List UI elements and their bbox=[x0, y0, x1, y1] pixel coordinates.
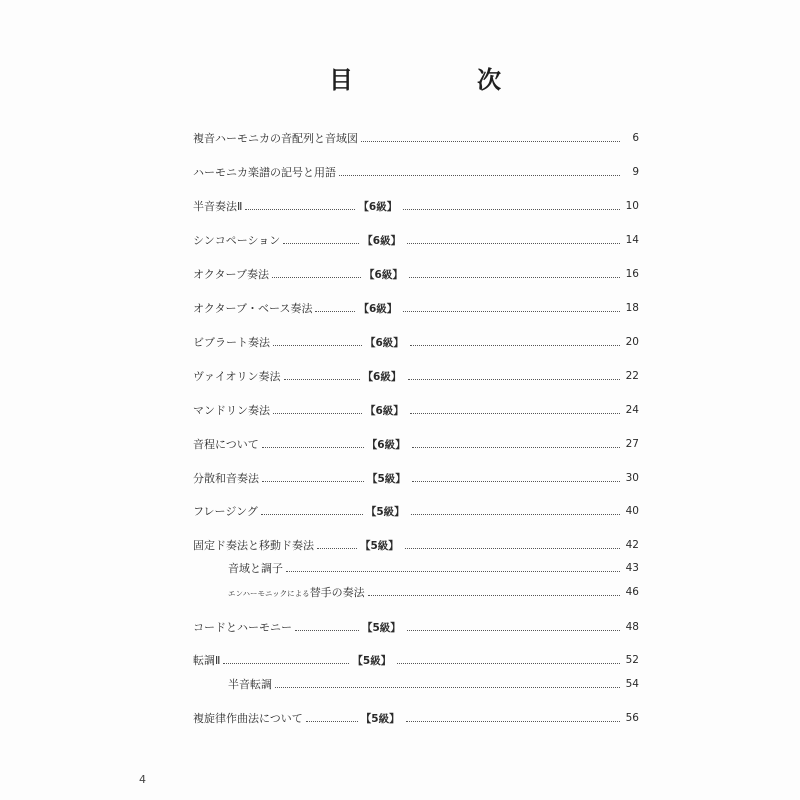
toc-entry-page: 22 bbox=[625, 370, 639, 382]
toc-entry-grade: 【5級】 bbox=[352, 654, 392, 667]
toc-entry-label: オクターブ奏法 bbox=[193, 268, 270, 281]
toc-entry-grade: 【6級】 bbox=[362, 234, 402, 247]
toc-entry-grade: 【5級】 bbox=[362, 621, 401, 634]
toc-entry-page: 24 bbox=[625, 404, 639, 416]
toc-entry-page: 6 bbox=[632, 132, 639, 144]
dot-leader bbox=[403, 208, 620, 210]
toc-entry-label: コードとハーモニー bbox=[193, 621, 292, 634]
toc-entry-grade: 【5級】 bbox=[367, 472, 406, 485]
toc-entry-grade: 【6級】 bbox=[358, 302, 398, 315]
toc-entry-page: 16 bbox=[625, 268, 639, 280]
toc-entry-page: 10 bbox=[625, 200, 639, 212]
dot-leader bbox=[223, 662, 349, 664]
toc-entry-label-lead: エンハーモニックによる bbox=[228, 589, 310, 598]
toc-entry-label: 半音奏法Ⅱ bbox=[193, 200, 243, 213]
toc-entry-page: 27 bbox=[625, 438, 639, 450]
dot-leader bbox=[261, 513, 363, 515]
toc-entry-grade: 【6級】 bbox=[362, 370, 402, 383]
dot-leader bbox=[407, 242, 620, 244]
dot-leader bbox=[339, 174, 620, 176]
dot-leader bbox=[409, 276, 620, 278]
dot-leader bbox=[368, 594, 620, 596]
dot-leader bbox=[317, 547, 357, 549]
dot-leader bbox=[408, 378, 620, 380]
toc-entry[interactable] bbox=[193, 402, 639, 418]
toc-subentry[interactable] bbox=[228, 560, 639, 576]
toc-entry-page: 54 bbox=[625, 678, 639, 690]
toc-entry-label: 音域と調子 bbox=[228, 562, 283, 575]
dot-leader bbox=[403, 310, 620, 312]
toc-entry-page: 14 bbox=[625, 234, 639, 246]
toc-entry-label: ハーモニカ楽譜の記号と用語 bbox=[193, 166, 336, 179]
toc-subentry[interactable] bbox=[228, 584, 639, 600]
dot-leader bbox=[412, 446, 620, 448]
toc-entry-grade: 【6級】 bbox=[358, 200, 398, 213]
dot-leader bbox=[286, 570, 620, 572]
toc-entry-page: 48 bbox=[625, 621, 639, 633]
dot-leader bbox=[407, 629, 620, 631]
toc-entry[interactable] bbox=[193, 710, 639, 726]
toc-entry-grade: 【6級】 bbox=[365, 336, 404, 349]
toc-entry-label: ヴァイオリン奏法 bbox=[193, 370, 281, 383]
toc-entry-label: 転調Ⅱ bbox=[193, 654, 221, 667]
dot-leader bbox=[272, 276, 361, 278]
toc-entry-grade: 【6級】 bbox=[364, 268, 403, 281]
toc-entry-label: 半音転調 bbox=[228, 678, 272, 691]
toc-entry-grade: 【6級】 bbox=[366, 438, 406, 451]
dot-leader bbox=[295, 629, 359, 631]
toc-entry-label bbox=[228, 584, 365, 600]
toc-entry-page: 43 bbox=[625, 562, 639, 574]
toc-entry-label: シンコペーション bbox=[193, 234, 281, 247]
toc-entry-label: 複旋律作曲法について bbox=[193, 712, 303, 725]
toc-entry-page: 18 bbox=[625, 302, 639, 314]
dot-leader bbox=[405, 547, 620, 549]
dot-leader bbox=[284, 378, 360, 380]
dot-leader bbox=[306, 720, 358, 722]
toc-entry[interactable] bbox=[193, 619, 639, 635]
toc-entry-grade: 【5級】 bbox=[360, 712, 400, 725]
toc-entry-page: 42 bbox=[625, 539, 639, 551]
toc-entry-label: オクターブ・ベース奏法 bbox=[193, 302, 313, 315]
toc-entry-grade: 【5級】 bbox=[360, 539, 399, 552]
toc-entry-page: 30 bbox=[625, 472, 639, 484]
dot-leader bbox=[245, 208, 355, 210]
toc-entry[interactable] bbox=[193, 652, 639, 668]
toc-entry[interactable] bbox=[193, 368, 639, 384]
toc-entry-label: フレージング bbox=[193, 505, 258, 518]
toc-entry[interactable] bbox=[193, 537, 639, 553]
toc-entry-page: 56 bbox=[625, 712, 639, 724]
toc-entry-grade: 【5級】 bbox=[365, 505, 405, 518]
dot-leader bbox=[273, 344, 362, 346]
toc-entry[interactable] bbox=[193, 334, 639, 350]
dot-leader bbox=[275, 686, 620, 688]
dot-leader bbox=[412, 480, 620, 482]
dot-leader bbox=[411, 513, 620, 515]
dot-leader bbox=[406, 720, 620, 722]
toc-entry-page: 46 bbox=[625, 586, 639, 598]
toc-entry[interactable] bbox=[193, 436, 639, 452]
toc-entry[interactable] bbox=[193, 130, 639, 146]
dot-leader bbox=[361, 140, 620, 142]
toc-entry-page: 40 bbox=[625, 505, 639, 517]
toc-entry[interactable] bbox=[193, 232, 639, 248]
dot-leader bbox=[410, 344, 620, 346]
toc-entry-page: 9 bbox=[632, 166, 639, 178]
dot-leader bbox=[262, 480, 364, 482]
toc-entry-page: 52 bbox=[625, 654, 639, 666]
dot-leader bbox=[397, 662, 620, 664]
toc-entry-label: 固定ド奏法と移動ド奏法 bbox=[193, 539, 314, 552]
toc-entry[interactable] bbox=[193, 503, 639, 519]
toc-entry-label: ビブラート奏法 bbox=[193, 336, 270, 349]
toc-entry-label: 音程について bbox=[193, 438, 259, 451]
dot-leader bbox=[283, 242, 359, 244]
toc-entry[interactable] bbox=[193, 164, 639, 180]
toc-entry-label: マンドリン奏法 bbox=[193, 404, 270, 417]
toc-entry-page: 20 bbox=[625, 336, 639, 348]
dot-leader bbox=[410, 412, 620, 414]
toc-entry-grade: 【6級】 bbox=[365, 404, 404, 417]
toc-entry[interactable] bbox=[193, 198, 639, 214]
dot-leader bbox=[315, 310, 355, 312]
dot-leader bbox=[273, 412, 362, 414]
toc-entry[interactable] bbox=[193, 470, 639, 486]
toc-entry[interactable] bbox=[193, 300, 639, 316]
toc-entry-label: 複音ハーモニカの音配列と音域図 bbox=[193, 132, 358, 145]
toc-entry-label: 分散和音奏法 bbox=[193, 472, 259, 485]
toc-entry[interactable] bbox=[193, 266, 639, 282]
toc-entry-label-main: 替手の奏法 bbox=[309, 586, 365, 599]
dot-leader bbox=[262, 446, 364, 448]
page-title: 目 次 bbox=[329, 66, 551, 94]
toc-subentry[interactable] bbox=[228, 676, 639, 692]
page-number: 4 bbox=[139, 773, 146, 786]
